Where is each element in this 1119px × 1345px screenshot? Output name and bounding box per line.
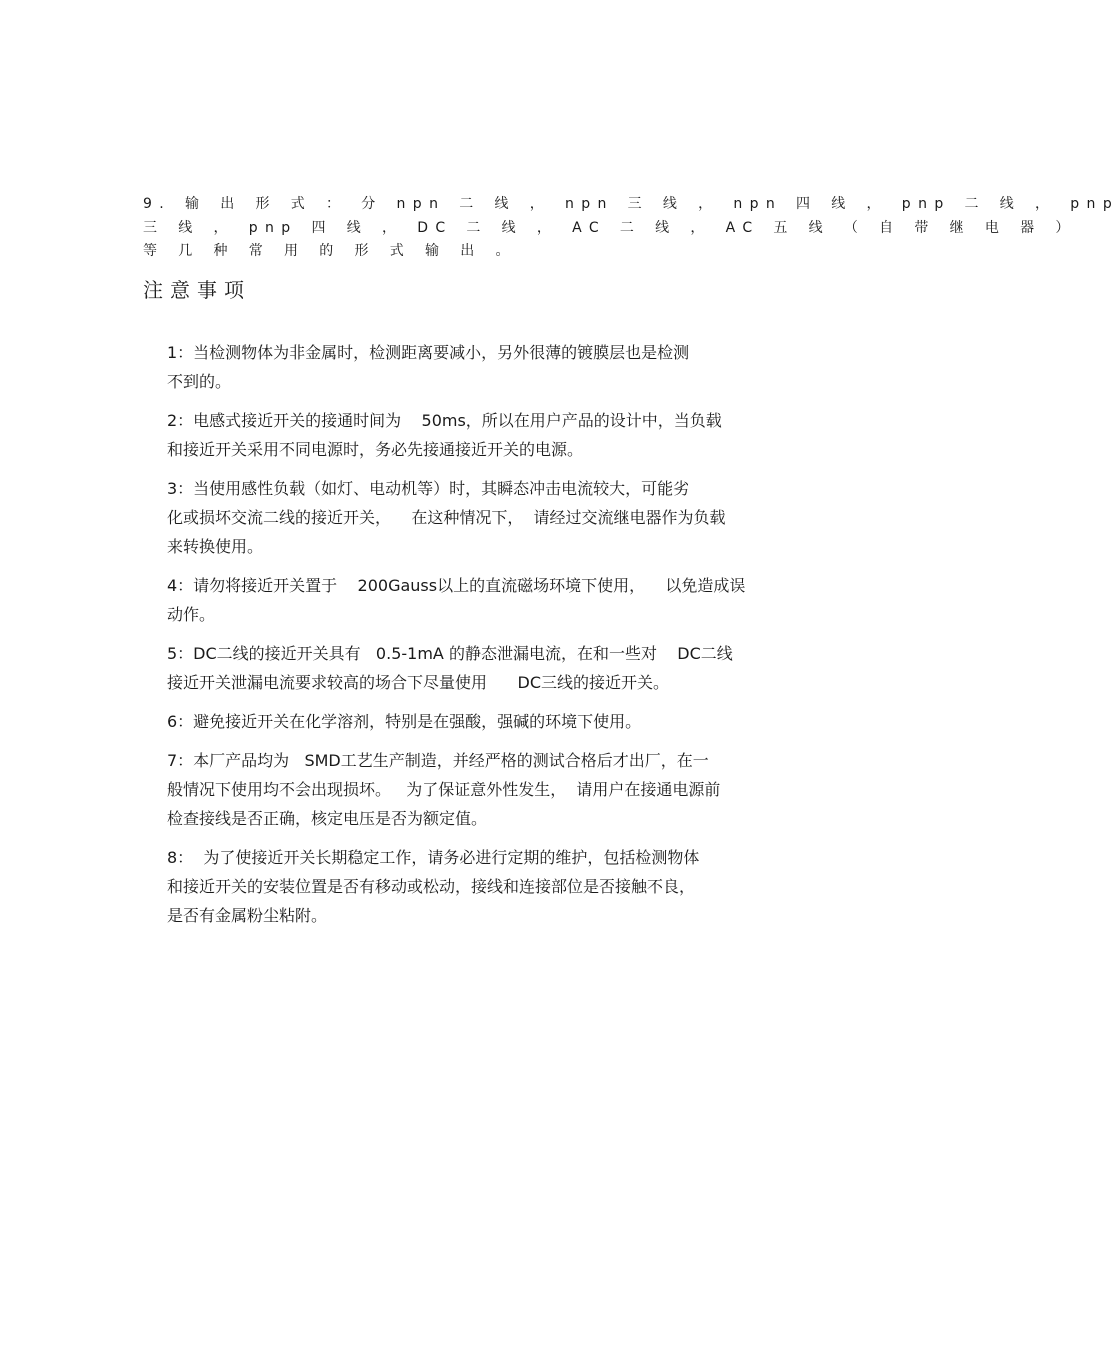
note-line: 是否有金属粉尘粘附。 xyxy=(167,906,328,925)
note-line: 动作。 xyxy=(167,605,216,624)
note-item-4 xyxy=(167,571,807,629)
note-line: 4：请勿将接近开关置于 200Gauss以上的直流磁场环境下使用， 以免造成误 xyxy=(167,576,746,595)
note-line: 不到的。 xyxy=(167,372,232,391)
note-line: 来转换使用。 xyxy=(167,537,264,556)
note-line: 7：本厂产品均为 SMD工艺生产制造，并经严格的测试合格后才出厂，在一 xyxy=(167,751,709,770)
note-item-8 xyxy=(167,843,807,930)
output-form-paragraph xyxy=(143,193,1119,264)
notes-list xyxy=(167,338,807,930)
note-line: 8： 为了使接近开关长期稳定工作，请务必进行定期的维护，包括检测物体 xyxy=(167,848,700,867)
note-line: 1：当检测物体为非金属时，检测距离要减小，另外很薄的镀膜层也是检测 xyxy=(167,343,690,362)
section-title: 注意事项 xyxy=(143,278,251,302)
note-item-5 xyxy=(167,639,807,697)
note-line: 检查接线是否正确，核定电压是否为额定值。 xyxy=(167,809,488,828)
note-line: 2：电感式接近开关的接通时间为 50ms，所以在用户产品的设计中，当负载 xyxy=(167,411,722,430)
note-line: 3：当使用感性负载（如灯、电动机等）时，其瞬态冲击电流较大，可能劣 xyxy=(167,479,690,498)
paragraph-line: 等 几 种 常 用 的 形 式 输 出 。 xyxy=(143,243,517,259)
note-line: 和接近开关采用不同电源时，务必先接通接近开关的电源。 xyxy=(167,440,584,459)
paragraph-line: 9. 输 出 形 式 ： 分 npn 二 线 ， npn 三 线 ， npn 四 线 ， pnp 二 线 ， pnp xyxy=(143,196,1119,212)
note-line: 6：避免接近开关在化学溶剂，特别是在强酸，强碱的环境下使用。 xyxy=(167,712,642,731)
note-line: 5：DC二线的接近开关具有 0.5-1mA 的静态泄漏电流，在和一些对 DC二线 xyxy=(167,644,733,663)
note-line: 般情况下使用均不会出现损坏。 为了保证意外性发生， 请用户在接通电源前 xyxy=(167,780,721,799)
note-item-2 xyxy=(167,406,807,464)
note-item-7 xyxy=(167,746,807,833)
note-line: 化或损坏交流二线的接近开关， 在这种情况下， 请经过交流继电器作为负载 xyxy=(167,508,726,527)
note-item-1 xyxy=(167,338,807,396)
note-line: 接近开关泄漏电流要求较高的场合下尽量使用 DC三线的接近开关。 xyxy=(167,673,670,692)
note-item-6 xyxy=(167,707,807,736)
note-item-3 xyxy=(167,474,807,561)
paragraph-line: 三 线 ， pnp 四 线 ， DC 二 线 ， AC 二 线 ， AC 五 线 （ 自 带 继 电 器 ） xyxy=(143,219,1077,236)
note-line: 和接近开关的安装位置是否有移动或松动，接线和连接部位是否接触不良， xyxy=(167,877,696,896)
